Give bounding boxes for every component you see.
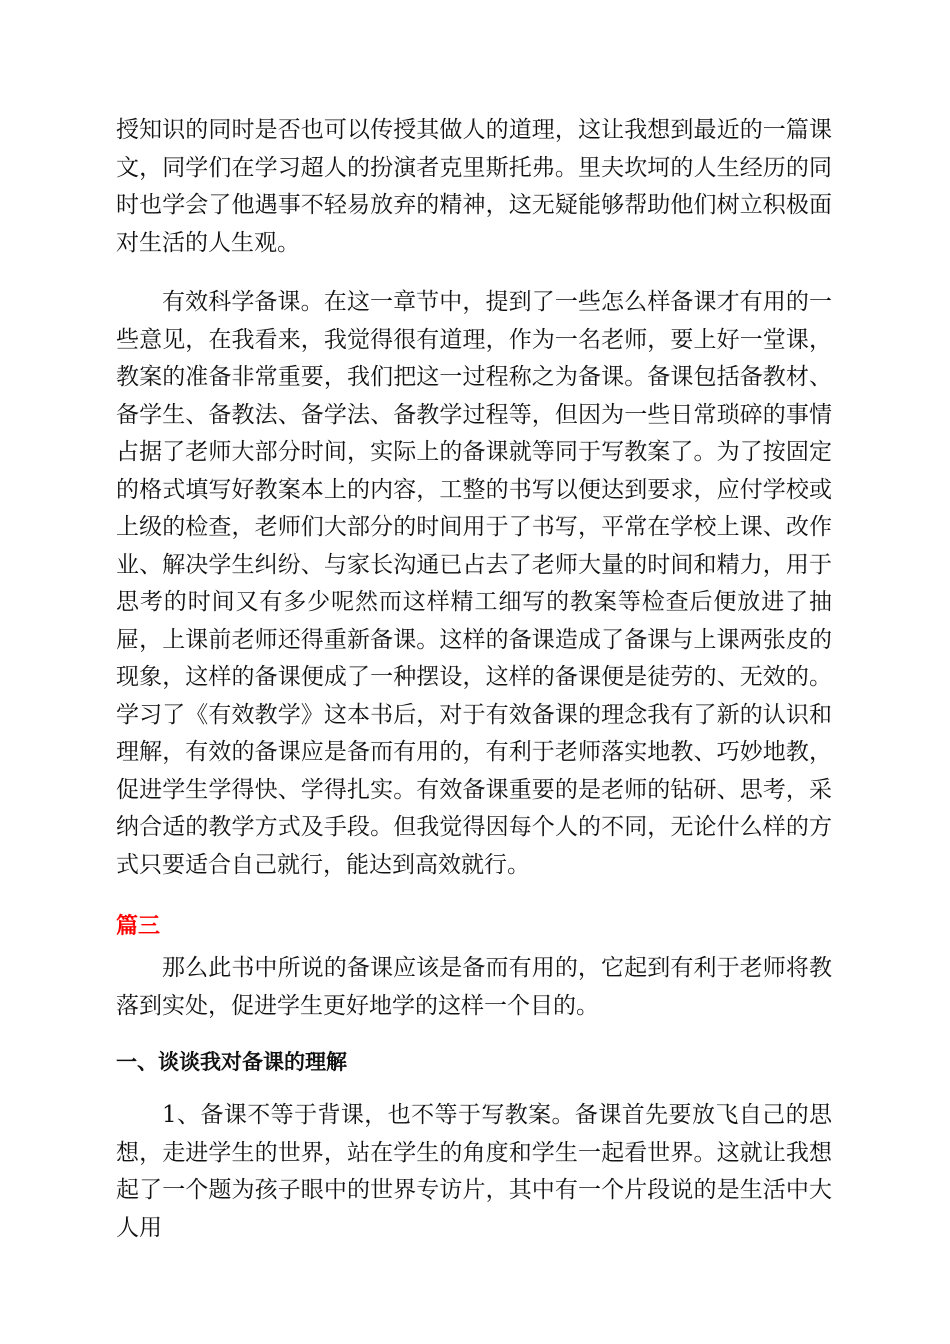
paragraph-section-intro: 那么此书中所说的备课应该是备而有用的，它起到有利于老师将教落到实处，促进学生更好地学的这样一个目的。 <box>116 955 832 1019</box>
paragraph-point-one: 1、备课不等于背课，也不等于写教案。备课首先要放飞自己的思想，走进学生的世界，站在学生的角度和学生一起看世界。这就让我想起了一个题为孩子眼中的世界专访片，其中有一个片段说的是生活中大人用 <box>116 1102 832 1241</box>
paragraph-effective-lesson-prep: 有效科学备课。在这一章节中，提到了一些怎么样备课才有用的一些意见，在我看来，我觉得很有道理，作为一名老师，要上好一堂课，教案的准备非常重要，我们把这一过程称之为备课。备课包括备教材、备学生、备教法、备学法、备教学过程等，但因为一些日常琐碎的事情占据了老师大部分时间，实际上的备课就等同于写教案了。为了按固定的格式填写好教案本上的内容，工整的书写以便达到要求，应付学校或上级的检查，老师们大部分的时间用于了书写，平常在学校上课、改作业、解决学生纠纷、与家长沟通已占去了老师大量的时间和精力，用于思考的时间又有多少呢然而这样精工细写的教案等检查后便放进了抽屉，上课前老师还得重新备课。这样的备课造成了备课与上课两张皮的现象，这样的备课便成了一种摆设，这样的备课便是徒劳的、无效的。学习了《有效教学》这本书后，对于有效备课的理念我有了新的认识和理解，有效的备课应是备而有用的，有利于老师落实地教、巧妙地教，促进学生学得快、学得扎实。有效备课重要的是老师的钻研、思考，采纳合适的教学方式及手段。但我觉得因每个人的不同，无论什么样的方式只要适合自己就行，能达到高效就行。 <box>116 289 832 878</box>
subheading: 一、谈谈我对备课的理解 <box>116 1050 347 1074</box>
paragraph-continuation: 授知识的同时是否也可以传授其做人的道理，这让我想到最近的一篇课文，同学们在学习超人的扮演者克里斯托弗。里夫坎坷的人生经历的同时也学会了他遇事不轻易放弃的精神，这无疑能够帮助他们树立积极面对生活的人生观。 <box>116 117 832 256</box>
section-heading: 篇三 <box>116 914 161 939</box>
